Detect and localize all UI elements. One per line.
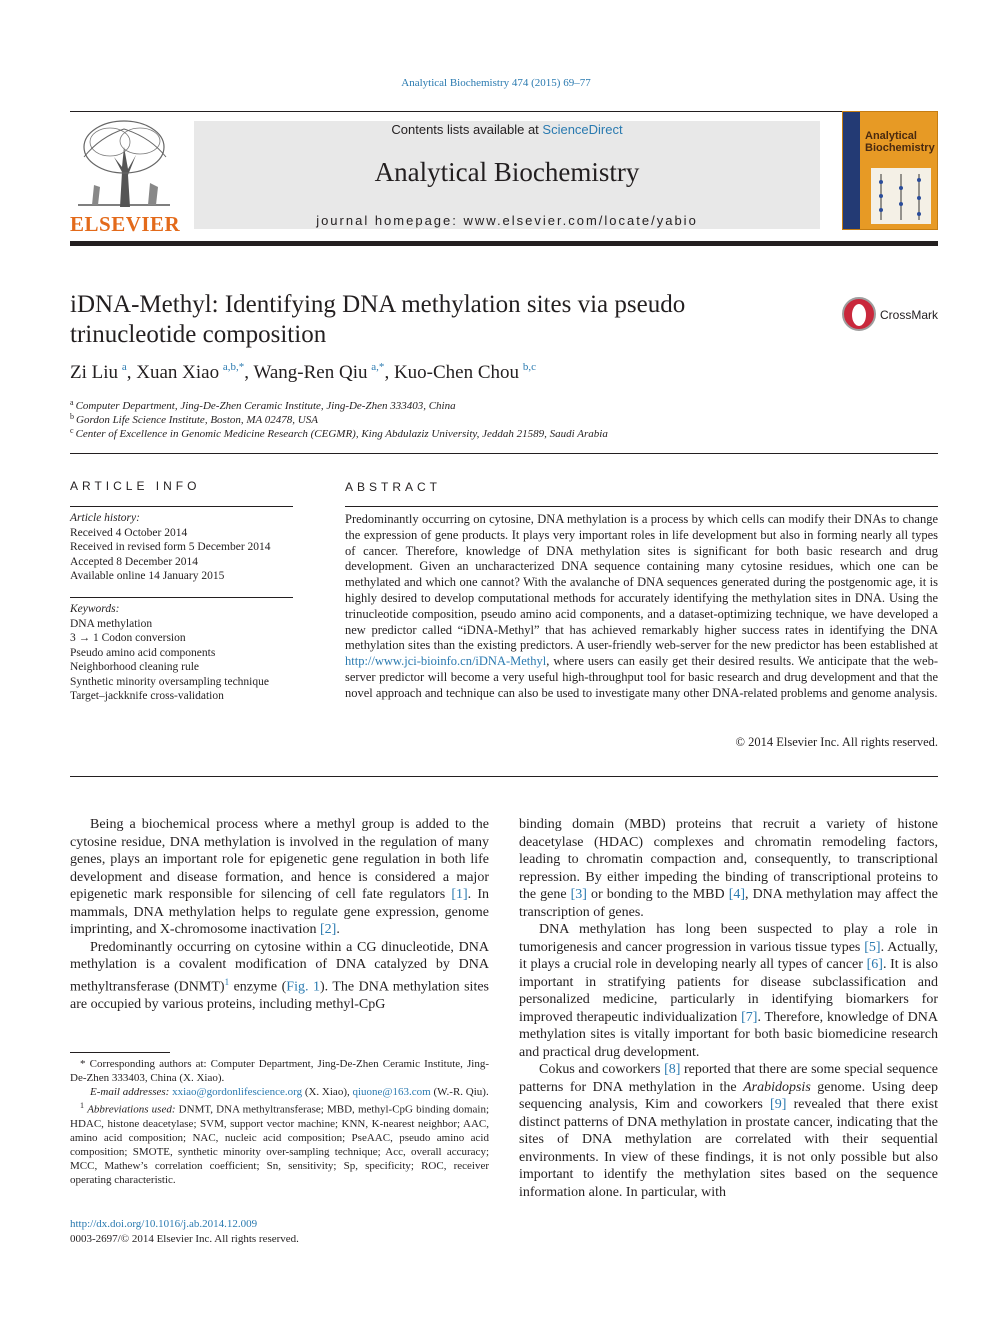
running-citation[interactable]: Analytical Biochemistry 474 (2015) 69–77 (401, 77, 591, 89)
history-item: Accepted 8 December 2014 (70, 555, 199, 568)
abstract-divider (70, 776, 938, 777)
body-paragraph: Being a biochemical process where a methyl group is added to the cytosine residue, DNA methylation is involved in the regulation of many genes, plays an important role for epigenetic gene regulation in both life development and disease formation, and hence is considered a major epigenetic mark responsible for silencing of cell fate regulators [1]. In mammals, DNA methylation helps to regulate gene expression, genome imprinting, and X-chromosome inactivation [2]. (70, 817, 489, 937)
history-label: Article history: (70, 512, 140, 524)
body-paragraph: Predominantly occurring on cytosine within a CG dinucleotide, DNA methylation is a covalent modification of DNA catalyzed by DNA methyltransferase (DNMT)$^1$ enzyme (Fig. 1). The DNA methylation sites are occupied by various proteins, including methyl-CpG (70, 939, 489, 1012)
doi-link[interactable]: http://dx.doi.org/10.1016/j.ab.2014.12.009 (70, 1218, 258, 1230)
keywords-rule (70, 597, 293, 598)
cover-strip (843, 112, 860, 229)
history-item: Received 4 October 2014 (70, 526, 188, 539)
author-affil-mark[interactable]: a,b,* (222, 361, 245, 373)
footnote-ref[interactable]: 1 (224, 976, 230, 987)
crossmark-icon (842, 297, 876, 331)
keyword: Pseudo amino acid components (70, 646, 216, 659)
ref-link[interactable]: [7] (741, 1009, 758, 1025)
abstract-body: Predominantly occurring on cytosine, DNA methylation is a process by which cells can modify their DNAs to change the expression of gene products. It plays very important roles in life development but also in forming nearly all types of cancer. Therefore, knowledge of DNA methylation sites is significant for both basic research and drug development. Given an uncharacterized DNA sequence containing many cytosine residues, which one can be methylated and which one cannot? With the avalanche of DNA sequences generated during the postgenomic age, it is highly desired to develop computational methods for accurately identifying the methylation sites in DNA. Using the trinucleotide composition, pseudo amino acid components, and a dataset-optimizing technique, we have developed a new predictor called “iDNA-Methyl” that has achieved remarkably higher success rates in identifying the DNA methylation sites than the existing predictors. A user-friendly web-server for the new predictor has been established at (345, 512, 938, 653)
email-link[interactable]: xxiao@gordonlifescience.org (172, 1086, 303, 1098)
author-separator: , (244, 362, 254, 383)
author-affil-mark[interactable]: a (121, 361, 127, 373)
affiliation-text: Computer Department, Jing-De-Zhen Ceramic Institute, Jing-De-Zhen 333403, China (75, 400, 456, 412)
email-link[interactable]: qiuone@163.com (352, 1086, 431, 1098)
author-name[interactable]: Wang-Ren Qiu (253, 362, 368, 383)
header-bottom-rule (70, 241, 938, 246)
affiliation-divider (70, 453, 938, 454)
body-left-column (70, 816, 489, 1013)
ref-link[interactable]: [8] (664, 1062, 681, 1077)
ref-link[interactable]: [2] (320, 922, 337, 937)
keywords-label: Keywords: (70, 603, 120, 615)
figure-link[interactable]: Fig. 1 (286, 979, 320, 995)
ref-link[interactable]: [6] (866, 957, 883, 972)
keyword: Neighborhood cleaning rule (70, 661, 200, 673)
abbreviations-note: $^1$ Abbreviations used: DNMT, DNA methyltransferase; MBD, methyl-CpG binding domain; HDAC, histone deacetylase; SVM, support vector machine; KNN, K-nearest neighbor; AAC, amino acid composition; NAC, nucleic acid composition; PseAAC, pseudo amino acid composition; SMOTE, synthetic minority over-sampling technique; Acc, overall accuracy; MCC, Mathew’s correlation coefficient; Sn, sensitivity; Sp, specificity; ROC, receiver operating characteristic. (70, 1101, 489, 1186)
author-affil-mark[interactable]: a,* (371, 361, 385, 373)
webserver-link[interactable]: http://www.jci-bioinfo.cn/iDNA-Methyl (345, 654, 547, 669)
affiliation-text: Gordon Life Science Institute, Boston, MA 02478, USA (76, 414, 318, 426)
crossmark-badge[interactable] (842, 297, 942, 333)
homepage-prefix: journal homepage: (316, 213, 464, 228)
title-line1: iDNA-Methyl: Identifying DNA methylation sites via pseudo (70, 291, 686, 318)
elsevier-logo[interactable] (70, 117, 181, 237)
ref-link[interactable]: [3] (570, 887, 587, 902)
cover-title-line1: Analytical (865, 130, 917, 142)
abstract-heading: ABSTRACT (345, 480, 442, 494)
author-name[interactable]: Xuan Xiao (136, 362, 220, 383)
author-affil-mark[interactable]: b,c (522, 361, 536, 373)
ref-link[interactable]: [9] (770, 1097, 787, 1112)
elsevier-tree-icon (70, 117, 178, 212)
journal-name: Analytical Biochemistry (374, 157, 640, 187)
corresponding-author-note: * Corresponding authors at: Computer Department, Jing-De-Zhen Ceramic Institute, Jing-De-Zhen 333403, China (X. Xiao). (70, 1058, 490, 1084)
affiliation-text: Center of Excellence in Genomic Medicine Research (CEGMR), King Abdulaziz University, Jeddah 21589, Saudi Arabia (75, 428, 608, 440)
journal-banner (194, 121, 820, 229)
article-info-rule (70, 506, 293, 507)
article-title (70, 290, 790, 350)
keyword: 3 → 1 Codon conversion (70, 632, 186, 644)
homepage-link[interactable]: www.elsevier.com/locate/yabio (463, 213, 698, 228)
author-list (70, 361, 536, 384)
cover-title (865, 130, 935, 154)
history-item: Received in revised form 5 December 2014 (70, 541, 271, 553)
sciencedirect-link[interactable]: ScienceDirect (542, 122, 623, 137)
header-top-rule (70, 111, 938, 112)
keywords (70, 602, 293, 704)
author-separator: , (126, 362, 137, 383)
abstract-rule (345, 506, 938, 507)
body-paragraph: Cokus and coworkers [8] reported that there are some special sequence patterns for DNA methylation in the Arabidopsis genome. Using deep sequencing analysis, Kim and coworkers [9] revealed that there exist distinct patterns of DNA methylation in prostate cancer, indicating that the sites of DNA methylation are correlated with their sequential environments. In view of these findings, it is not only possible but also important to identify the methylation sites based on the sequence information alone. In particular, with (519, 1062, 939, 1200)
journal-cover-thumbnail[interactable] (842, 111, 938, 230)
cover-title-line2: Biochemistry (865, 142, 935, 154)
email-note: E-mail addresses: xxiao@gordonlifescience.org (X. Xiao), qiuone@163.com (W.-R. Qiu). (90, 1086, 489, 1098)
article-info-heading: ARTICLE INFO (70, 479, 201, 493)
elsevier-wordmark: ELSEVIER (70, 212, 181, 236)
footnote-separator (70, 1052, 170, 1053)
body-paragraph: binding domain (MBD) proteins that recruit a variety of histone deacetylase (HDAC) complexes and chromatin remodeling factors, leading to chromatin compaction and, consequently, to transcriptional repression. By either impeding the binding of transcriptional proteins to the gene [3] or bonding to the MBD [4], DNA methylation may affect the transcription of genes. (519, 817, 938, 920)
contents-line (194, 122, 820, 137)
article-history (70, 511, 293, 584)
keyword: Target–jackknife cross-validation (70, 690, 224, 702)
footnotes (70, 1057, 489, 1187)
affiliation-mark: a (70, 398, 74, 407)
ref-link[interactable]: [1] (451, 887, 468, 902)
abstract-copyright: © 2014 Elsevier Inc. All rights reserved. (735, 735, 938, 749)
author-separator: , (384, 362, 394, 383)
author-name[interactable]: Zi Liu (70, 362, 119, 383)
history-item: Available online 14 January 2015 (70, 570, 225, 582)
keyword: Synthetic minority oversampling technique (70, 675, 269, 688)
affiliation (70, 424, 608, 441)
title-line2: trinucleotide composition (70, 321, 327, 348)
affiliation-mark: c (70, 426, 74, 435)
affiliation-mark: b (70, 412, 74, 421)
contents-prefix: Contents lists available at (391, 122, 543, 137)
abstract-body: , where users can easily get their desired results. We anticipate that the web-server predictor will become a very useful high-throughput tool for basic research and drug development and that the novel approach and technique can also be used to investigate many other DNA-related problems and genome analysis. (345, 654, 938, 700)
body-paragraph: DNA methylation has long been suspected to play a role in tumorigenesis and cancer progression in various tissue types [5]. Actually, it plays a crucial role in developing nearly all types of cancer [6]. It is also important in stratifying patients for disease subclassification and personalized medicine, particularly in identifying biomarkers for improved therapeutic individualization [7]. Therefore, knowledge of DNA methylation sites is vitally important for both basic biomedicine research and practical drug development. (519, 922, 938, 1060)
abstract-text (345, 512, 938, 702)
cover-chart-icon (871, 168, 931, 224)
ref-link[interactable]: [4] (728, 887, 746, 902)
ref-link[interactable]: [5] (864, 939, 881, 955)
crossmark-label: CrossMark (880, 308, 939, 322)
body-right-column (519, 816, 938, 1201)
journal-homepage (194, 213, 820, 228)
keyword: DNA methylation (70, 617, 153, 630)
issn-line: 0003-2697/© 2014 Elsevier Inc. All rights reserved. (70, 1232, 299, 1245)
doi-block (70, 1217, 299, 1246)
cover-figure (871, 168, 931, 224)
author-name[interactable]: Kuo-Chen Chou (393, 362, 520, 383)
